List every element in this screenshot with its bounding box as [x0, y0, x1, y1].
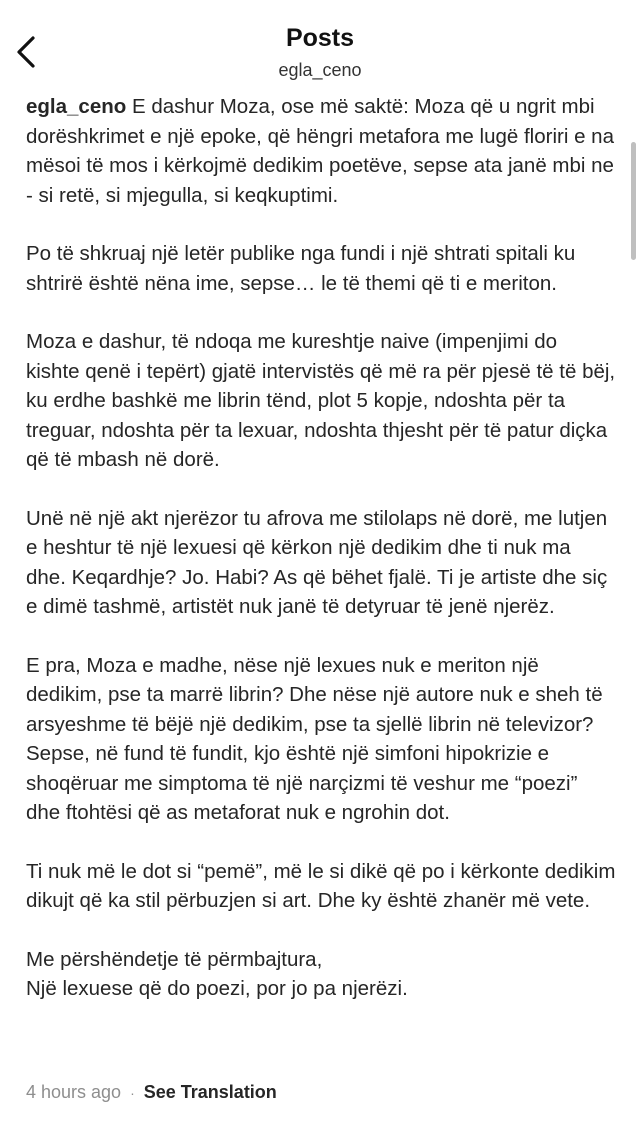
- scrollbar[interactable]: [631, 142, 636, 260]
- post-meta: [26, 1082, 277, 1103]
- page-subtitle-username[interactable]: egla_ceno: [278, 60, 362, 80]
- post-caption: [26, 92, 616, 1004]
- timestamp: 4 hours ago: [26, 1082, 122, 1102]
- caption-paragraph: Unë në një akt njerëzor tu afrova me stilolaps në dorë, me lutjen e heshtur të një lexuesi që kërkon një dedikim dhe ti nuk ma dhe. Keqardhje? Jo. Habi? As që bëhet fjalë. Ti je artiste dhe siç e dimë tashmë, artistët nuk janë të detyruar të jenë njerëz.: [26, 506, 608, 618]
- caption-paragraph: Ti nuk më le dot si “pemë”, më le si dikë që po i kërkonte dedikim dikujt që ka stil përbuzjen si art. Dhe ky është zhanër më vete.: [26, 859, 616, 912]
- caption-username[interactable]: egla_ceno: [26, 95, 127, 118]
- page-title: Posts: [285, 24, 355, 52]
- caption-text: E dashur Moza, ose më saktë: Moza që u ngrit mbi dorëshkrimet e një epoke, që hëngri metafora me lugë floriri e na mësoi të mos i kërkojmë dedikim poetëve, sepse ata janë mbi ne - si retë, si mjegulla, si keqkuptimi.: [26, 95, 614, 207]
- see-translation-button[interactable]: See Translation: [143, 1082, 277, 1102]
- caption-paragraph: [26, 92, 616, 210]
- caption-paragraph: Po të shkruaj një letër publike nga fundi i një shtrati spitali ku shtrirë është nëna ime, sepse… le të themi që ti e meriton.: [26, 242, 576, 295]
- caption-signoff: Me përshëndetje të përmbajtura, Një lexuese që do poezi, por jo pa njerëzi.: [26, 947, 408, 1000]
- caption-paragraph: E pra, Moza e madhe, nëse një lexues nuk e meriton një dedikim, pse ta marrë librin? Dhe nëse një autore nuk e sheh të arsyeshme të bëjë një dedikim, pse ta sjellë librin në televizor? Sepse, në fund të fundit, kjo është një simfoni hipokrizie e shoqëruar me simptoma të një narçizmi të veshur me “poezi” dhe ftohtësi që as metaforat nuk e ngrohin dot.: [26, 653, 603, 824]
- separator-dot: ·: [130, 1084, 135, 1101]
- header-bar: [0, 0, 640, 92]
- caption-paragraph: Moza e dashur, të ndoqa me kureshtje naive (impenjimi do kishte qenë i tepërt) gjatë intervistës që më ra për pjesë të të bëj, ku erdhe bashkë me librin tënd, plot 5 kopje, ndoshta për ta treguar, ndoshta për ta lexuar, ndoshta thjesht për të patur diçka që të mbash në dorë.: [26, 330, 616, 471]
